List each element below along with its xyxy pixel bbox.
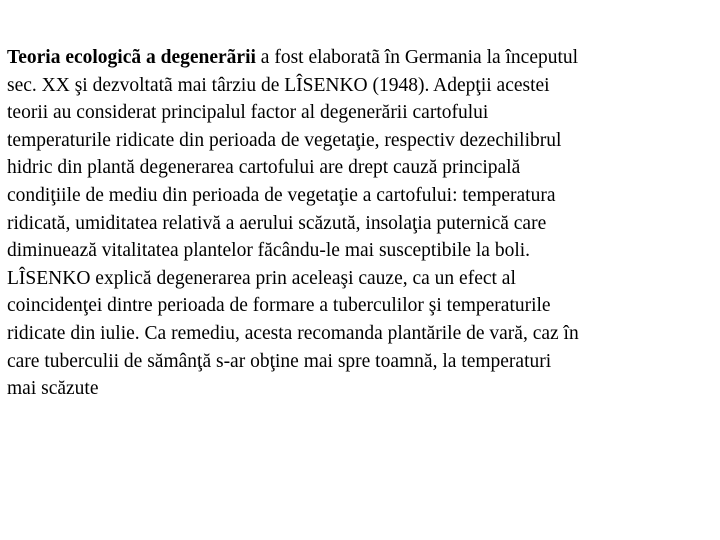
paragraph-line-1 (7, 44, 719, 72)
paragraph-line-1-text: a fost elaboratã în Germania la începutul (255, 47, 579, 68)
paragraph-line-11: ridicate din iulie. Ca remediu, acesta recomanda plantările de vară, caz în (7, 322, 579, 344)
paragraph-line-8: diminuează vitalitatea plantelor făcându-le mai susceptibile la boli. (7, 240, 531, 262)
paragraph-line-4: temperaturile ridicate din perioada de vegetaţie, respectiv dezechilibrul (7, 129, 562, 151)
paragraph-line-10: coincidenţei dintre perioada de formare a tuberculilor şi temperaturile (7, 295, 551, 317)
paragraph-line-5: hidric din plantă degenerarea cartofului are drept cauză principală (7, 157, 521, 179)
paragraph-line-12: care tuberculii de sămânţă s-ar obţine mai spre toamnă, la temperaturi (7, 350, 552, 372)
title-term: Teoria ecologicã a degenerãrii (7, 47, 256, 68)
paragraph-line-7: ridicată, umiditatea relativă a aerului scăzută, insolaţia puternică care (7, 212, 547, 234)
paragraph-line-9: LÎSENKO explică degenerarea prin aceleaşi cauze, ca un efect al (7, 267, 516, 289)
paragraph-line-3: teorii au considerat principalul factor al degenerării cartofului (7, 102, 489, 124)
paragraph-line-13: mai scăzute (7, 378, 99, 400)
paragraph-line-6: condiţiile de mediu din perioada de vegetaţie a cartofului: temperatura (7, 184, 556, 206)
body-paragraph (7, 44, 719, 403)
paragraph-line-2: sec. XX şi dezvoltatã mai târziu de LÎSENKO (1948). Adepţii acestei (7, 74, 550, 96)
